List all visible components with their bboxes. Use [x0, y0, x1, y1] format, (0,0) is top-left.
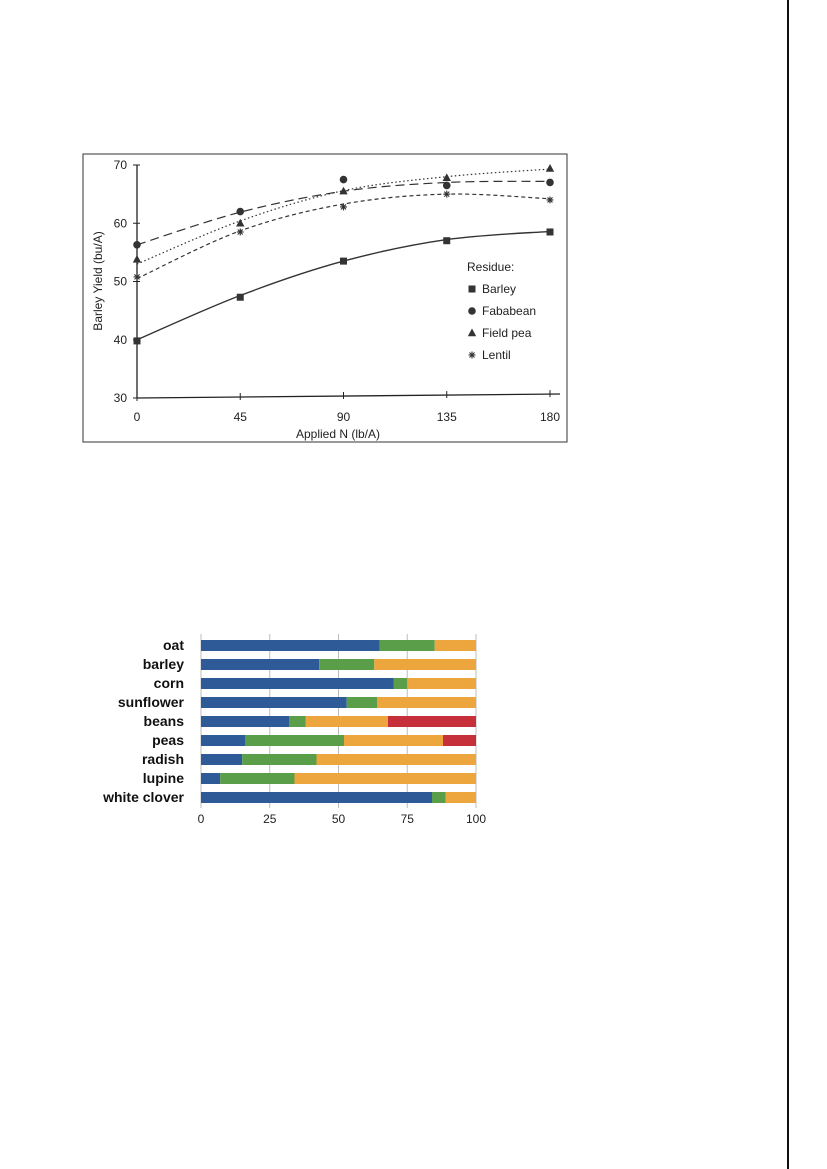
- legend-item-barley: Barley: [482, 282, 517, 296]
- bar-segment-3: [446, 792, 476, 803]
- bar-segment-3: [407, 678, 476, 689]
- point-fababean: [546, 179, 554, 187]
- bar-segment-2: [347, 697, 377, 708]
- bar-segment-3: [377, 697, 476, 708]
- stacked-bar-chart: [80, 630, 500, 840]
- point-lentil: [443, 191, 450, 198]
- legend-title: Residue:: [467, 260, 515, 274]
- bar-segment-1: [201, 697, 347, 708]
- bar-segment-2: [245, 735, 344, 746]
- point-barley: [547, 228, 554, 235]
- legend-marker-fababean: [468, 307, 476, 315]
- x-axis-tick-labels: [198, 812, 487, 826]
- y-tick-label: 50: [113, 274, 127, 289]
- bar-segment-3: [306, 716, 389, 727]
- legend-marker-lentil: [469, 352, 476, 359]
- bar-segment-1: [201, 735, 245, 746]
- category-label: lupine: [142, 770, 184, 786]
- category-label: beans: [143, 713, 184, 729]
- bar-segment-2: [289, 716, 306, 727]
- point-barley: [237, 294, 244, 301]
- x-tick-label: 45: [233, 410, 247, 424]
- legend-item-fababean: Fababean: [482, 304, 537, 318]
- point-fababean: [340, 176, 348, 184]
- category-label: barley: [142, 656, 184, 672]
- point-lentil: [340, 203, 347, 210]
- x-tick-label: 180: [539, 410, 561, 424]
- bar-segment-1: [201, 640, 380, 651]
- bar-segment-2: [242, 754, 316, 765]
- point-barley: [134, 337, 141, 344]
- point-barley: [340, 258, 347, 265]
- category-label: peas: [152, 732, 184, 748]
- legend-marker-barley: [469, 286, 476, 293]
- legend-item-field-pea: Field pea: [482, 326, 532, 340]
- y-axis-label: Barley Yield (bu/A): [91, 231, 105, 331]
- point-barley: [443, 237, 450, 244]
- x-tick-label: 0: [133, 410, 141, 424]
- bar-segment-3: [295, 773, 477, 784]
- category-label: oat: [163, 637, 184, 653]
- category-label: sunflower: [117, 694, 184, 710]
- bar-segment-3: [344, 735, 443, 746]
- x-tick-label: 135: [436, 410, 457, 424]
- bar-segment-1: [201, 773, 220, 784]
- point-lentil: [547, 196, 554, 203]
- point-lentil: [134, 273, 141, 280]
- bar-segment-2: [220, 773, 294, 784]
- point-fababean: [443, 182, 451, 190]
- y-tick-label: 30: [113, 391, 127, 405]
- x-tick-label: 50: [331, 812, 346, 826]
- y-tick-label: 40: [113, 332, 127, 347]
- category-label: radish: [141, 751, 184, 767]
- bar-segment-1: [201, 716, 289, 727]
- legend-item-lentil: Lentil: [482, 348, 511, 362]
- y-tick-label: 60: [113, 216, 127, 231]
- bars: [201, 640, 476, 803]
- point-lentil: [237, 228, 244, 235]
- bar-segment-4: [443, 735, 476, 746]
- bar-segment-1: [201, 792, 432, 803]
- category-label: white clover: [103, 789, 184, 805]
- x-tick-label: 0: [197, 812, 205, 826]
- barley-yield-line-chart: [82, 153, 568, 443]
- bar-segment-2: [319, 659, 374, 670]
- x-tick-label: 25: [263, 812, 277, 826]
- bar-segment-1: [201, 659, 319, 670]
- x-tick-label: 90: [336, 410, 351, 424]
- point-fababean: [236, 208, 244, 216]
- x-tick-label: 75: [400, 812, 414, 826]
- bar-segment-3: [435, 640, 476, 651]
- page-edge-line: [787, 0, 789, 1169]
- y-tick-label: 70: [113, 158, 127, 172]
- x-tick-label: 100: [465, 812, 487, 826]
- point-fababean: [133, 241, 141, 249]
- bar-segment-1: [201, 678, 394, 689]
- x-axis-label: Applied N (lb/A): [295, 427, 381, 441]
- bar-segment-2: [394, 678, 408, 689]
- category-label: corn: [153, 675, 184, 691]
- bar-segment-1: [201, 754, 242, 765]
- bar-segment-4: [388, 716, 476, 727]
- bar-segment-2: [432, 792, 446, 803]
- chart-frame: [83, 154, 567, 442]
- bar-segment-3: [317, 754, 477, 765]
- category-labels: [102, 637, 184, 805]
- bar-segment-3: [374, 659, 476, 670]
- bar-segment-2: [380, 640, 435, 651]
